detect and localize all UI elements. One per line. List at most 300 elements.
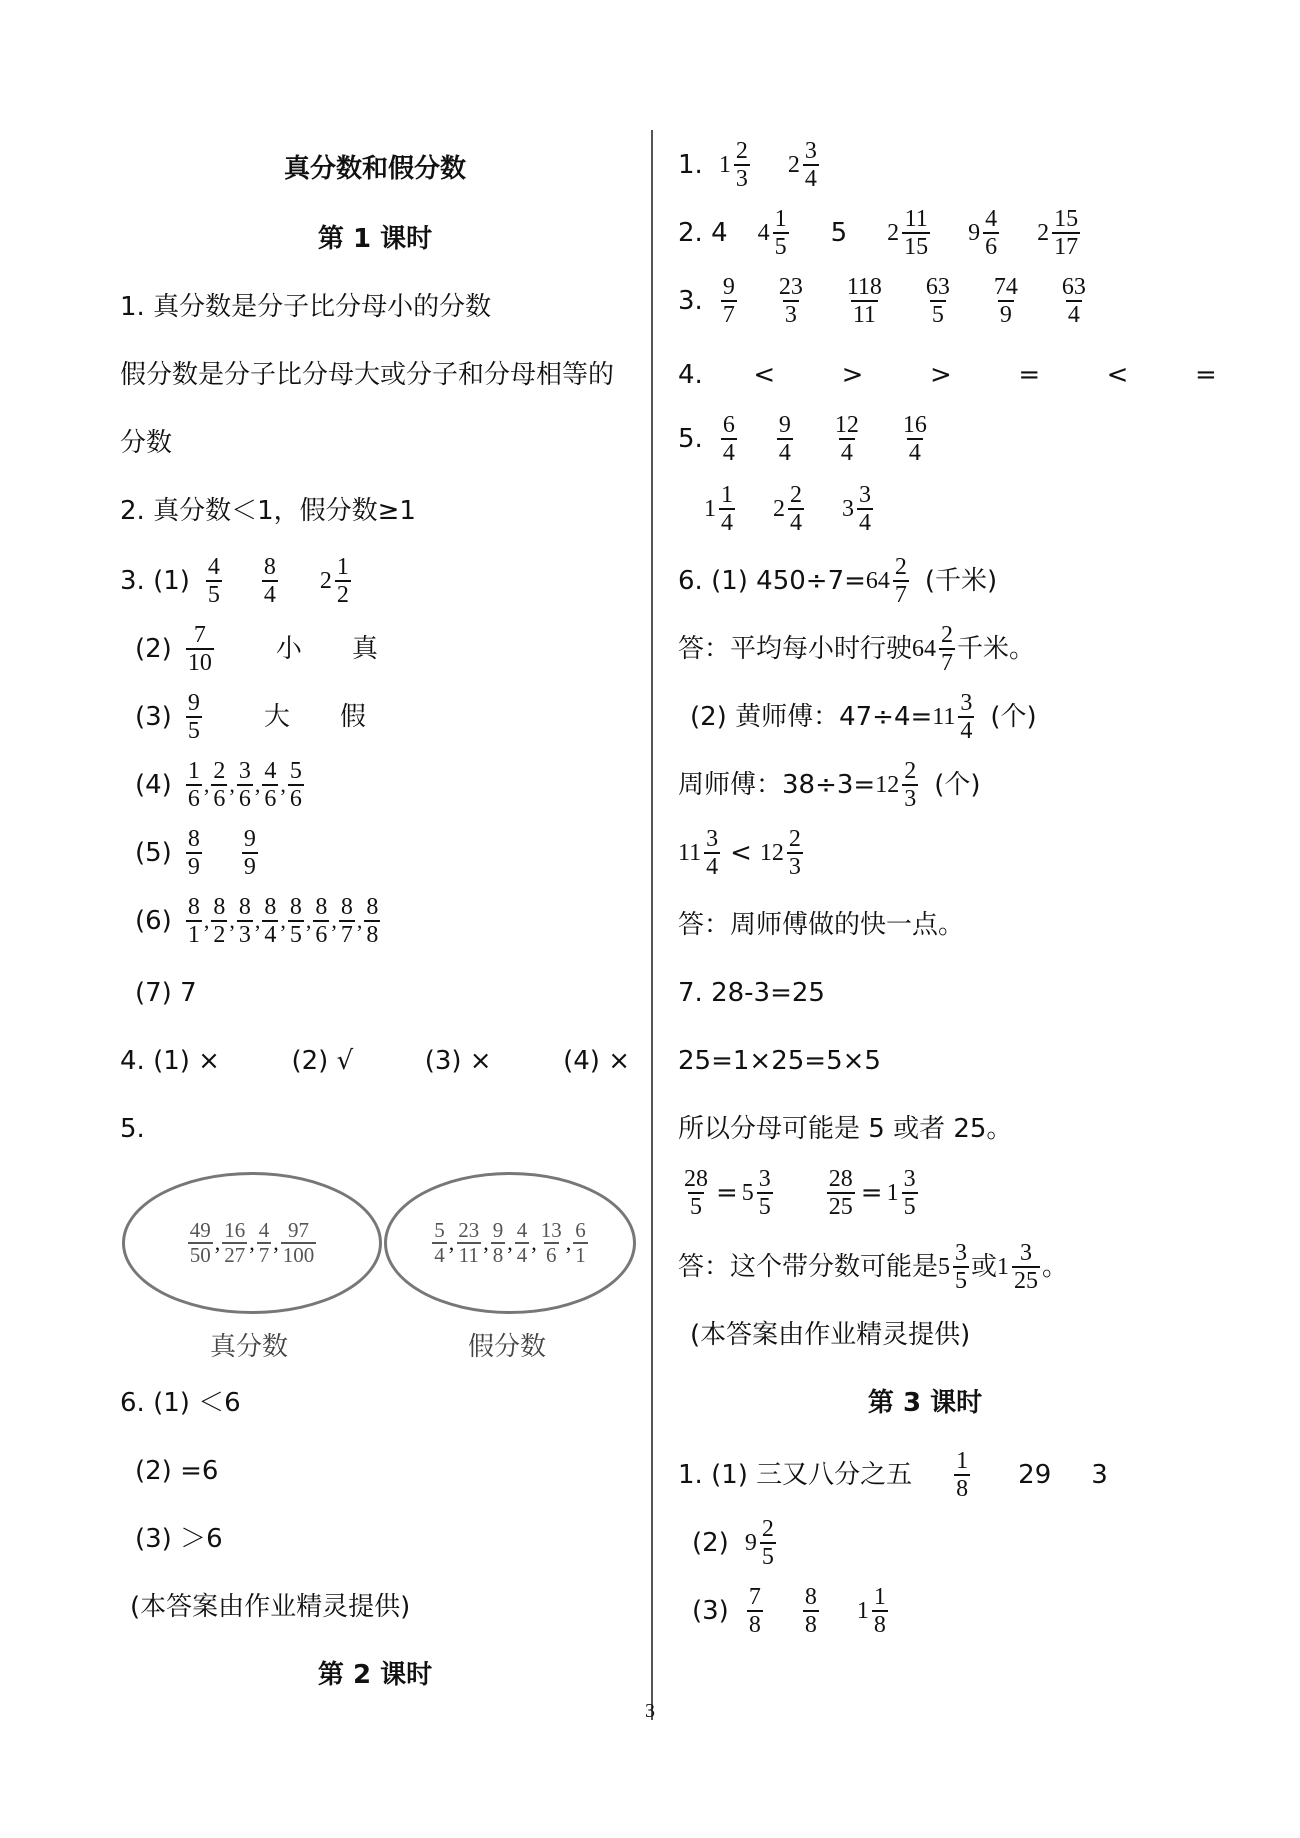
fraction-stack (335, 554, 351, 608)
fraction (337, 894, 357, 948)
r2-label: 2. 4 (678, 218, 728, 248)
r4-row (678, 358, 1217, 392)
mixed-number (320, 554, 353, 608)
comma-separator: , (273, 1230, 279, 1255)
section-title: 真分数和假分数 (283, 154, 466, 184)
mixed-number (788, 138, 821, 192)
r3-fractions (719, 274, 1090, 328)
denominator: 3 (735, 166, 748, 192)
whole-part: 9 (968, 220, 981, 246)
r6-2-suffix: (个) (990, 702, 1037, 732)
comma-separator: , (214, 1230, 221, 1255)
r7-eq-b-left (825, 1166, 857, 1220)
comma-separator: , (507, 1230, 513, 1255)
left-source-note: (本答案由作业精灵提供) (130, 1592, 411, 1622)
fraction-stack (902, 1166, 918, 1220)
numerator: 3 (955, 1240, 968, 1266)
denominator: 3 (238, 922, 251, 948)
denominator: 6 (315, 922, 328, 948)
whole-part: 9 (744, 1530, 757, 1556)
whole-part: 1 (886, 1180, 899, 1206)
denominator: 25 (828, 1194, 853, 1220)
numerator: 97 (288, 1218, 309, 1242)
r4-sign-3: > (930, 360, 952, 390)
mixed-number (760, 826, 805, 880)
fraction-stack (186, 758, 202, 812)
fraction-stack (924, 274, 952, 328)
r1-label: 1. (678, 150, 703, 180)
denominator: 10 (187, 650, 212, 676)
fraction-stack (954, 1448, 970, 1502)
fraction-stack (803, 138, 819, 192)
numerator: 12 (834, 412, 859, 438)
l3-1-row (678, 1448, 1108, 1502)
denominator: 4 (778, 440, 791, 466)
lesson-1-heading: 第 1 课时 (317, 224, 433, 254)
r5-fractions-b (704, 482, 875, 536)
fraction (184, 690, 204, 744)
denominator: 7 (941, 650, 954, 676)
mixed-number (842, 482, 875, 536)
denominator: 5 (931, 302, 944, 328)
mixed-number (932, 690, 976, 744)
r3-row (678, 274, 1090, 328)
fraction (311, 894, 331, 948)
fraction-stack (313, 894, 329, 948)
r4-sign-6: = (1194, 360, 1217, 390)
fraction-stack (186, 690, 202, 744)
whole-part: 1 (856, 1598, 869, 1624)
numerator: 9 (492, 1218, 504, 1242)
fraction-stack (721, 274, 737, 328)
numerator: 4 (264, 758, 277, 784)
numerator: 5 (434, 1218, 445, 1242)
fraction-stack (515, 1219, 530, 1267)
denominator: 4 (434, 1243, 445, 1267)
whole-part: 11 (932, 704, 956, 730)
denominator: 4 (721, 510, 733, 536)
fraction (430, 1219, 449, 1267)
fraction-stack (757, 1166, 773, 1220)
denominator: 8 (804, 1612, 817, 1638)
fraction (186, 1219, 215, 1267)
fraction (1058, 274, 1090, 328)
whole-part: 64 (912, 636, 937, 662)
denominator: 8 (956, 1476, 969, 1502)
denominator: 4 (908, 440, 921, 466)
denominator: 27 (224, 1243, 246, 1267)
comma-separator: , (203, 772, 210, 797)
denominator: 15 (904, 234, 929, 260)
fraction (362, 894, 382, 948)
q3-7-line: (7) 7 (135, 978, 197, 1008)
fraction (952, 1448, 972, 1502)
fraction-stack (257, 1219, 272, 1267)
r7-eq-a-sign: = (716, 1178, 738, 1208)
l3-3-fractions (745, 1584, 890, 1638)
numerator: 8 (804, 1584, 817, 1610)
whole-part: 12 (875, 772, 900, 798)
comma-separator: , (280, 772, 286, 797)
r6-zhou-row (678, 758, 981, 812)
fraction-stack (364, 894, 380, 948)
q3-3-word-improper: 假 (339, 702, 366, 732)
numerator: 3 (758, 1166, 771, 1192)
whole-part: 2 (319, 568, 332, 594)
mixed-number (968, 206, 1001, 260)
fraction-stack (803, 1584, 819, 1638)
comma-separator: , (254, 772, 261, 797)
q3-1-label: 3. (1) (120, 566, 190, 596)
denominator: 100 (282, 1243, 315, 1267)
numerator: 63 (925, 274, 950, 300)
improper-fraction-set (430, 1219, 590, 1267)
mixed-number (857, 1584, 890, 1638)
denominator: 5 (690, 1194, 702, 1220)
fraction-stack (222, 1219, 247, 1267)
fraction (184, 894, 204, 948)
q3-2-label: (2) (135, 634, 172, 664)
denominator: 6 (187, 786, 200, 812)
numerator: 2 (735, 138, 748, 164)
fraction (719, 412, 739, 466)
fraction-stack (339, 894, 355, 948)
denominator: 4 (859, 510, 871, 536)
fraction-stack (186, 826, 202, 880)
fraction (489, 1219, 508, 1267)
l3-1-fraction (952, 1448, 972, 1502)
q3-3-fraction (184, 690, 204, 744)
fraction-stack (704, 826, 720, 880)
mixed-number (742, 1166, 775, 1220)
fraction (240, 826, 260, 880)
r7-equation-row (680, 1166, 920, 1220)
proper-fraction-set (186, 1219, 319, 1267)
numerator: 1 (956, 1448, 969, 1474)
r6-2-mixed (932, 690, 976, 744)
numerator: 6 (575, 1218, 586, 1242)
numerator: 2 (790, 482, 802, 508)
q6-3-line: (3) ＞6 (135, 1524, 223, 1554)
whole-part: 1 (718, 152, 731, 178)
l3-2-row (692, 1516, 778, 1570)
denominator: 5 (289, 922, 302, 948)
r6-answer-1-mixed (912, 622, 957, 676)
fraction-stack (211, 758, 227, 812)
q6-1-line: 6. (1) ＜6 (120, 1388, 241, 1418)
denominator: 4 (722, 440, 735, 466)
fraction-stack (242, 826, 258, 880)
q4-item-2: (2) √ (291, 1046, 354, 1076)
fraction-stack (211, 894, 227, 948)
fraction (680, 1166, 712, 1220)
denominator: 4 (264, 922, 277, 948)
denominator: 1 (187, 922, 200, 948)
q1-line-b: 假分数是分子比分母大或分子和分母相等的 (120, 360, 615, 390)
denominator: 4 (706, 854, 719, 880)
denominator: 3 (788, 854, 801, 880)
r6-answer-2: 答：周师傅做的快一点。 (678, 910, 965, 940)
fraction (235, 758, 255, 812)
mixed-number (875, 758, 920, 812)
denominator: 3 (904, 786, 917, 812)
denominator: 4 (840, 440, 853, 466)
numerator: 2 (904, 758, 917, 784)
numerator: 4 (207, 554, 220, 580)
numerator: 3 (706, 826, 719, 852)
whole-part: 2 (1037, 220, 1050, 246)
fraction (209, 894, 229, 948)
fraction (260, 554, 280, 608)
fraction (204, 554, 224, 608)
q3-1-fractions (204, 554, 280, 608)
r7-eq-a-left (680, 1166, 712, 1220)
r7-eq-b-sign: = (860, 1178, 883, 1208)
fraction (220, 1219, 249, 1267)
numerator: 28 (684, 1166, 708, 1192)
r7-answer-suffix: 。 (1042, 1252, 1069, 1282)
fraction-stack (573, 1219, 588, 1267)
numerator: 1 (187, 758, 200, 784)
fraction-stack (992, 274, 1020, 328)
proper-fraction-ellipse (122, 1172, 382, 1314)
fraction-stack (983, 206, 999, 260)
r6-zhou-suffix: (个) (934, 770, 981, 800)
fraction-stack (719, 482, 735, 536)
r4-sign-2: > (841, 360, 864, 390)
denominator: 5 (903, 1194, 916, 1220)
fraction (801, 1584, 821, 1638)
numerator: 8 (263, 554, 276, 580)
q3-2-word-small: 小 (275, 634, 302, 664)
r6-answer-1-prefix: 答：平均每小时行驶 (678, 634, 913, 664)
fraction-stack (902, 206, 930, 260)
mixed-number (773, 482, 806, 536)
denominator: 6 (546, 1243, 557, 1267)
denominator: 5 (774, 234, 787, 260)
numerator: 1 (774, 206, 787, 232)
proper-fraction-label: 真分数 (209, 1332, 288, 1362)
numerator: 16 (224, 1218, 246, 1242)
fraction-stack (682, 1166, 710, 1220)
fraction-stack (953, 1240, 969, 1294)
fraction (184, 758, 204, 812)
fraction-stack (491, 1219, 506, 1267)
mixed-number (758, 206, 791, 260)
q4-item-3: (3) × (424, 1046, 492, 1076)
denominator: 5 (758, 1194, 771, 1220)
q3-3-word-large: 大 (263, 702, 290, 732)
fraction (255, 1219, 274, 1267)
r7-eq-b-right (887, 1166, 920, 1220)
numerator: 7 (748, 1584, 761, 1610)
denominator: 8 (873, 1612, 886, 1638)
r5-label: 5. (678, 424, 703, 454)
l3-1-num-b: 3 (1091, 1460, 1108, 1490)
numerator: 8 (289, 894, 302, 920)
comma-separator: , (331, 908, 337, 933)
lesson-2-heading: 第 2 课时 (317, 1660, 433, 1690)
numerator: 4 (258, 1218, 270, 1242)
r6-compare-left (678, 826, 722, 880)
denominator: 4 (516, 1243, 528, 1267)
whole-part: 5 (938, 1254, 951, 1280)
numerator: 3 (804, 138, 817, 164)
fraction-stack (288, 894, 304, 948)
q3-3-row (135, 690, 366, 744)
r6-zhou-mixed (875, 758, 920, 812)
denominator: 4 (1067, 302, 1080, 328)
numerator: 3 (238, 758, 251, 784)
whole-part: 4 (757, 220, 770, 246)
fraction (184, 826, 204, 880)
fraction (286, 758, 306, 812)
fraction-stack (721, 412, 737, 466)
numerator: 118 (846, 274, 882, 300)
denominator: 6 (985, 234, 998, 260)
fraction-stack (188, 1219, 213, 1267)
mixed-number (887, 206, 932, 260)
r2-first-mixed (758, 206, 791, 260)
fraction-stack (432, 1219, 447, 1267)
fraction (235, 894, 255, 948)
denominator: 8 (366, 922, 379, 948)
fraction-stack (186, 894, 202, 948)
comma-separator: , (483, 1230, 489, 1255)
fraction (745, 1584, 765, 1638)
whole-part: 1 (704, 496, 716, 522)
numerator: 1 (721, 482, 733, 508)
numerator: 8 (315, 894, 328, 920)
fraction-stack (1012, 1240, 1040, 1294)
l3-2-mixed (745, 1516, 778, 1570)
fraction (286, 894, 306, 948)
comma-separator: , (305, 908, 312, 933)
whole-part: 64 (865, 568, 890, 594)
fraction-stack (760, 1516, 776, 1570)
fraction (260, 894, 280, 948)
fraction (843, 274, 886, 328)
page-number: 3 (645, 1700, 655, 1722)
denominator: 4 (804, 166, 817, 192)
denominator: 9 (243, 854, 256, 880)
fraction-stack (1060, 274, 1088, 328)
numerator: 8 (264, 894, 277, 920)
fraction-stack (734, 138, 750, 192)
numerator: 3 (960, 690, 973, 716)
r7-line-1: 7. 28-3=25 (678, 978, 825, 1008)
fraction-stack (833, 412, 861, 466)
r7-line-2: 25=1×25=5×5 (678, 1046, 881, 1076)
denominator: 7 (894, 582, 907, 608)
q4-row (120, 1044, 630, 1078)
fraction (831, 412, 863, 466)
r6-answer-1-suffix: 千米。 (957, 634, 1036, 664)
q3-4-label: (4) (135, 770, 172, 800)
fraction-stack (262, 894, 278, 948)
whole-part: 1 (997, 1254, 1010, 1280)
denominator: 5 (207, 582, 220, 608)
mixed-number (719, 138, 752, 192)
mixed-number (866, 554, 911, 608)
r7-answer-row (678, 1240, 1068, 1294)
numerator: 11 (904, 206, 928, 232)
denominator: 5 (761, 1544, 774, 1570)
q3-1-row (120, 554, 353, 608)
q3-1-mixed (320, 554, 353, 608)
whole-part: 2 (787, 152, 800, 178)
denominator: 4 (263, 582, 276, 608)
numerator: 2 (788, 826, 801, 852)
mixed-number (887, 1166, 920, 1220)
mixed-number (938, 1240, 971, 1294)
fraction (184, 622, 216, 676)
q3-4-row (135, 758, 306, 812)
denominator: 5 (187, 718, 200, 744)
denominator: 8 (748, 1612, 761, 1638)
q3-6-label: (6) (135, 906, 172, 936)
l3-3-label: (3) (692, 1596, 729, 1626)
r2-row (678, 206, 1082, 260)
numerator: 8 (238, 894, 251, 920)
q3-3-label: (3) (135, 702, 172, 732)
numerator: 4 (985, 206, 998, 232)
fraction-stack (901, 412, 929, 466)
r6-1-row (678, 554, 997, 608)
q6-2-line: (2) =6 (135, 1456, 219, 1486)
r7-eq-a-right (742, 1166, 775, 1220)
numerator: 2 (894, 554, 907, 580)
numerator: 23 (458, 1218, 480, 1242)
fraction-stack (857, 482, 873, 536)
numerator: 8 (340, 894, 353, 920)
denominator: 17 (1054, 234, 1079, 260)
denominator: 3 (784, 302, 797, 328)
fraction-stack (281, 1219, 317, 1267)
denominator: 6 (289, 786, 302, 812)
denominator: 4 (960, 718, 973, 744)
fraction (209, 758, 229, 812)
denominator: 9 (187, 854, 200, 880)
denominator: 9 (999, 302, 1012, 328)
lesson-3-heading: 第 3 课时 (867, 1388, 983, 1418)
r4-sign-4: = (1018, 360, 1041, 390)
denominator: 6 (238, 786, 251, 812)
fraction-stack (773, 206, 789, 260)
comma-separator: , (356, 908, 363, 933)
r2-mid-number: 5 (830, 218, 848, 248)
fraction (279, 1219, 319, 1267)
numerator: 6 (722, 412, 735, 438)
r5-row-a (678, 412, 931, 466)
fraction-stack (456, 1219, 481, 1267)
l3-1-label: 1. (1) 三又八分之五 (678, 1460, 913, 1490)
fraction-stack (777, 412, 793, 466)
fraction (513, 1219, 532, 1267)
denominator: 6 (213, 786, 226, 812)
fraction (899, 412, 931, 466)
r7-line-3: 所以分母可能是 5 或者 25。 (678, 1114, 1013, 1144)
r7-answer-prefix: 答：这个带分数可能是 (678, 1252, 939, 1282)
denominator: 2 (336, 582, 349, 608)
q3-2-row (135, 622, 378, 676)
right-source-note: (本答案由作业精灵提供) (690, 1320, 971, 1350)
comma-separator: , (229, 772, 235, 797)
q3-4-fractions (184, 758, 306, 812)
numerator: 3 (1020, 1240, 1033, 1266)
numerator: 7 (193, 622, 206, 648)
fraction (990, 274, 1022, 328)
